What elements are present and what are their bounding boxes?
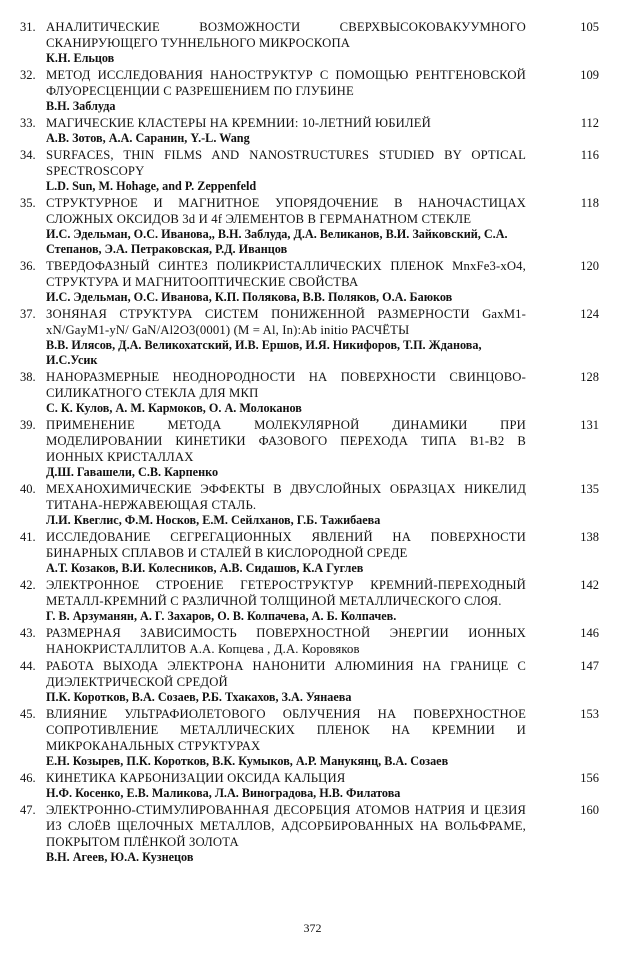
entry-authors: Г. В. Арзуманян, А. Г. Захаров, О. В. Колпачева, А. Б. Колпачев.: [46, 609, 397, 623]
toc-entry: [0, 19, 625, 66]
toc-entry: [0, 625, 625, 657]
entry-page-number: 105: [580, 20, 599, 34]
entry-body: [46, 306, 526, 368]
toc-entry: [0, 770, 625, 801]
entry-number: 45.: [20, 707, 36, 721]
entry-title: РАБОТА ВЫХОДА ЭЛЕКТРОНА НАНОНИТИ АЛЮМИНИЯ НА ГРАНИЦЕ С ДИЭЛЕКТРИЧЕСКОЙ СРЕДОЙ: [46, 659, 526, 689]
entry-authors: И.С. Эдельман, О.С. Иванова,, В.Н. Заблуда, Д.А. Великанов, В.И. Зайковский, С.А. Степанов, Э.А. Петраковская, Р.Д. Иванцов: [46, 227, 508, 256]
entry-page-number: 128: [580, 370, 599, 384]
entry-title: ПРИМЕНЕНИЕ МЕТОДА МОЛЕКУЛЯРНОЙ ДИНАМИКИ ПРИ МОДЕЛИРОВАНИИ КИНЕТИКИ ФАЗОВОГО ПЕРЕХОДА ТИПА B1-B2 В ИОННЫХ КРИСТАЛЛАХ: [46, 418, 526, 464]
entry-number: 43.: [20, 626, 36, 640]
entry-number: 41.: [20, 530, 36, 544]
entry-number: 47.: [20, 803, 36, 817]
entry-authors: И.С. Эдельман, О.С. Иванова, К.П. Полякова, В.В. Поляков, О.А. Баюков: [46, 290, 453, 304]
entry-page-number: 124: [580, 307, 599, 321]
entry-number: 32.: [20, 68, 36, 82]
entry-page-number: 116: [580, 148, 599, 162]
entry-page-number: 118: [580, 196, 599, 210]
entry-number: 31.: [20, 20, 36, 34]
entry-page-number: 147: [580, 659, 599, 673]
entry-authors: В.Н. Заблуда: [46, 99, 116, 113]
entry-page-number: 109: [580, 68, 599, 82]
entry-body: [46, 258, 526, 305]
entry-authors: Н.Ф. Косенко, Е.В. Маликова, Л.А. Виноградова, Н.В. Филатова: [46, 786, 401, 800]
toc-entry: [0, 529, 625, 576]
entry-page-number: 138: [580, 530, 599, 544]
entry-number: 35.: [20, 196, 36, 210]
toc-entry: [0, 306, 625, 368]
entry-body: [46, 195, 526, 257]
entry-page-number: 146: [580, 626, 599, 640]
toc-entry: [0, 369, 625, 416]
entry-title: ЭЛЕКТРОННО-СТИМУЛИРОВАННАЯ ДЕСОРБЦИЯ АТОМОВ НАТРИЯ И ЦЕЗИЯ ИЗ СЛОЁВ ЩЕЛОЧНЫХ МЕТАЛЛОВ, АДСОРБИРОВАННЫХ НА ВОЛЬФРАМЕ, ПОКРЫТОМ ПЛЁНКОЙ ЗОЛОТА: [46, 803, 526, 849]
entry-authors: В.Н. Агеев, Ю.А. Кузнецов: [46, 850, 194, 864]
entry-title: РАЗМЕРНАЯ ЗАВИСИМОСТЬ ПОВЕРХНОСТНОЙ ЭНЕРГИИ ИОННЫХ НАНОКРИСТАЛЛИТОВ А.А. Копцева , Д.А. Коровяков: [46, 626, 526, 656]
entry-page-number: 120: [580, 259, 599, 273]
entry-authors: Д.Ш. Гавашели, С.В. Карпенко: [46, 465, 219, 479]
entry-title: МЕХАНОХИМИЧЕСКИЕ ЭФФЕКТЫ В ДВУСЛОЙНЫХ ОБРАЗЦАХ НИКЕЛИД ТИТАНА-НЕРЖАВЕЮЩАЯ СТАЛЬ.: [46, 482, 526, 512]
entry-number: 38.: [20, 370, 36, 384]
entry-title: ТВЕРДОФАЗНЫЙ СИНТЕЗ ПОЛИКРИСТАЛЛИЧЕСКИХ ПЛЕНОК MnxFe3-xO4, СТРУКТУРА И МАГНИТООПТИЧЕСКИЕ СВОЙСТВА: [46, 259, 526, 289]
entry-number: 46.: [20, 771, 36, 785]
entry-number: 44.: [20, 659, 36, 673]
entry-page-number: 112: [580, 116, 599, 130]
entry-authors: А.В. Зотов, А.А. Саранин, Y.-L. Wang: [46, 131, 250, 145]
toc-entry: [0, 802, 625, 865]
entry-page-number: 142: [580, 578, 599, 592]
entry-page-number: 156: [580, 771, 599, 785]
entry-authors: Л.И. Квеглис, Ф.М. Носков, Е.М. Сейлханов, Г.Б. Тажибаева: [46, 513, 381, 527]
entry-title: ВЛИЯНИЕ УЛЬТРАФИОЛЕТОВОГО ОБЛУЧЕНИЯ НА ПОВЕРХНОСТНОЕ СОПРОТИВЛЕНИЕ МЕТАЛЛИЧЕСКИХ ПЛЕНОК НА КРЕМНИИ И МИКРОКАНАЛЬНЫХ СТРУКТУРАХ: [46, 707, 526, 753]
entry-title: МЕТОД ИССЛЕДОВАНИЯ НАНОСТРУКТУР С ПОМОЩЬЮ РЕНТГЕНОВСКОЙ ФЛУОРЕСЦЕНЦИИ С РАЗРЕШЕНИЕМ ПО ГЛУБИНЕ: [46, 68, 526, 98]
entry-title: АНАЛИТИЧЕСКИЕ ВОЗМОЖНОСТИ СВЕРХВЫСОКОВАКУУМНОГО СКАНИРУЮЩЕГО ТУННЕЛЬНОГО МИКРОСКОПА: [46, 20, 526, 50]
entry-title: ЭЛЕКТРОННОЕ СТРОЕНИЕ ГЕТЕРОСТРУКТУР КРЕМНИЙ-ПЕРЕХОДНЫЙ МЕТАЛЛ-КРЕМНИЙ С РАЗЛИЧНОЙ ТОЛЩИНОЙ МЕТАЛЛИЧЕСКОГО СЛОЯ.: [46, 578, 526, 608]
entry-body: [46, 19, 526, 66]
entry-body: [46, 770, 526, 801]
entry-title: МАГИЧЕСКИЕ КЛАСТЕРЫ НА КРЕМНИИ: 10-ЛЕТНИЙ ЮБИЛЕЙ: [46, 116, 431, 130]
toc-entry: [0, 658, 625, 705]
entry-body: [46, 67, 526, 114]
toc-entry: [0, 195, 625, 257]
entry-authors: А.Т. Козаков, В.И. Колесников, А.В. Сидашов, К.А Гуглев: [46, 561, 364, 575]
toc-entry: [0, 417, 625, 480]
entry-page-number: 135: [580, 482, 599, 496]
entry-number: 33.: [20, 116, 36, 130]
entry-number: 36.: [20, 259, 36, 273]
entry-body: [46, 147, 526, 194]
entry-page-number: 131: [580, 418, 599, 432]
entry-body: [46, 529, 526, 576]
entry-number: 34.: [20, 148, 36, 162]
entry-title: НАНОРАЗМЕРНЫЕ НЕОДНОРОДНОСТИ НА ПОВЕРХНОСТИ СВИНЦОВО-СИЛИКАТНОГО СТЕКЛА ДЛЯ МКП: [46, 370, 526, 400]
toc-entry: [0, 577, 625, 624]
entry-number: 42.: [20, 578, 36, 592]
entry-body: [46, 625, 526, 657]
entry-body: [46, 417, 526, 480]
toc-entry: [0, 147, 625, 194]
entry-body: [46, 802, 526, 865]
entry-title: SURFACES, THIN FILMS AND NANOSTRUCTURES STUDIED BY OPTICAL SPECTROSCOPY: [46, 148, 526, 178]
entry-body: [46, 658, 526, 705]
entry-authors: П.К. Коротков, В.А. Созаев, Р.Б. Тхакахов, З.А. Уянаева: [46, 690, 352, 704]
entry-number: 40.: [20, 482, 36, 496]
entry-title: ЗОНЯНАЯ СТРУКТУРА СИСТЕМ ПОНИЖЕННОЙ РАЗМЕРНОСТИ GaxM1-xN/GayM1-yN/ GaN/Al2O3(0001) (M = Al, In):Ab initio РАСЧЁТЫ: [46, 307, 526, 337]
page-number: 372: [303, 921, 322, 935]
toc-entry: [0, 258, 625, 305]
entry-authors: L.D. Sun, M. Hohage, and P. Zeppenfeld: [46, 179, 257, 193]
entry-body: [46, 369, 526, 416]
entry-number: 37.: [20, 307, 36, 321]
entry-number: 39.: [20, 418, 36, 432]
entry-title: СТРУКТУРНОЕ И МАГНИТНОЕ УПОРЯДОЧЕНИЕ В НАНОЧАСТИЦАХ СЛОЖНЫХ ОКСИДОВ 3d И 4f ЭЛЕМЕНТОВ В ГЕРМАНАТНОМ СТЕКЛЕ: [46, 196, 526, 226]
table-of-contents: [0, 19, 625, 866]
toc-entry: [0, 481, 625, 528]
entry-authors: К.Н. Ельцов: [46, 51, 115, 65]
entry-title: КИНЕТИКА КАРБОНИЗАЦИИ ОКСИДА КАЛЬЦИЯ: [46, 771, 346, 785]
entry-body: [46, 577, 526, 624]
toc-entry: [0, 115, 625, 146]
entry-authors: Е.Н. Козырев, П.К. Коротков, В.К. Кумыков, А.Р. Манукянц, В.А. Созаев: [46, 754, 449, 768]
entry-page-number: 160: [580, 803, 599, 817]
toc-entry: [0, 67, 625, 114]
entry-authors: В.В. Илясов, Д.А. Великохатский, И.В. Ершов, И.Я. Никифоров, Т.П. Жданова, И.С.Усик: [46, 338, 482, 367]
entry-body: [46, 115, 526, 146]
toc-entry: [0, 706, 625, 769]
entry-title: ИССЛЕДОВАНИЕ СЕГРЕГАЦИОННЫХ ЯВЛЕНИЙ НА ПОВЕРХНОСТИ БИНАРНЫХ СПЛАВОВ И СТАЛЕЙ В КИСЛОРОДНОЙ СРЕДЕ: [46, 530, 526, 560]
entry-body: [46, 706, 526, 769]
entry-authors: С. К. Кулов, А. М. Кармоков, О. А. Молоканов: [46, 401, 302, 415]
entry-page-number: 153: [580, 707, 599, 721]
entry-body: [46, 481, 526, 528]
